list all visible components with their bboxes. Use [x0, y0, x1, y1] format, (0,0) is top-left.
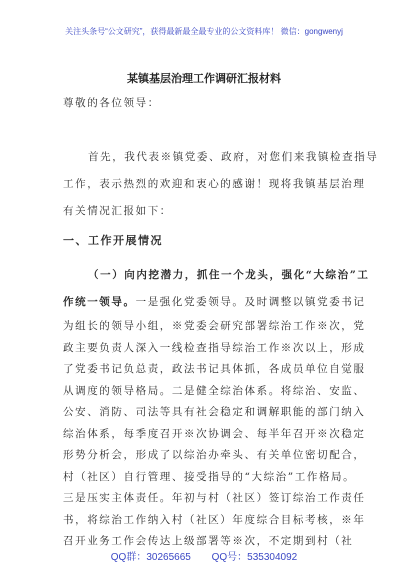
- paragraph-line: 村（社区）自行管理、接受指导的“大综治”工作格局。: [63, 470, 356, 483]
- footer-qq-group: QQ群：30265665: [110, 552, 191, 563]
- paragraph-line: 形势分析会，形成了以综治办牵头、有关单位密切配合，: [63, 449, 366, 461]
- section-heading-1: 一、工作开展情况: [63, 234, 163, 247]
- header-banner: 关注头条号“公文研究”，获得最新最全最专业的公文资料库！ 微信：gongwenyj: [65, 27, 343, 36]
- subsection-heading-line-2: 作统一领导。: [63, 296, 136, 308]
- paragraph-line: 政主要负责人深入一线检查指导综治工作※次以上，形成: [63, 341, 366, 354]
- footer-contact: [0, 548, 408, 563]
- salutation: 尊敬的各位领导：: [63, 97, 160, 109]
- intro-line-2: 工作，表示热烈的欢迎和衷心的感谢！现将我镇基层治理: [63, 178, 366, 190]
- paragraph-line-first: [63, 289, 366, 317]
- intro-line-1: 首先，我代表※镇党委、政府，对您们来我镇检查指导: [88, 151, 379, 163]
- paragraph-line: 召开业务工作会传达上级部署等※次，不定期到村（社: [63, 535, 354, 547]
- subsection-heading-line-1: （一）向内挖潜力，抓住一个龙头，强化“大综治”工: [88, 269, 370, 281]
- paragraph-text: 一是强化党委领导。及时调整以镇党委书记: [135, 296, 366, 308]
- paragraph-line: 公安、消防、司法等具有社会稳定和调解职能的部门纳入: [63, 406, 366, 418]
- paragraph-line: 从调度的领导格局。二是健全综治体系。将综治、安监、: [63, 384, 366, 397]
- paragraph-line: 了党委书记负总责，政法书记具体抓，各成员单位自觉服: [63, 363, 366, 375]
- paragraph-line: 书，将综治工作纳入村（社区）年度综合目标考核，※年: [63, 513, 366, 526]
- document-title: 某镇基层治理工作调研汇报材料: [127, 72, 281, 85]
- paragraph-line: 综治体系，每季度召开※次协调会、每半年召开※次稳定: [63, 427, 366, 440]
- footer-qq-number: QQ号：535304092: [211, 552, 298, 563]
- intro-line-3: 有关情况汇报如下：: [63, 205, 172, 217]
- paragraph-line: 三是压实主体责任。年初与村（社区）签订综治工作责任: [63, 492, 366, 504]
- paragraph-line: 为组长的领导小组，※党委会研究部署综治工作※次，党: [63, 320, 366, 332]
